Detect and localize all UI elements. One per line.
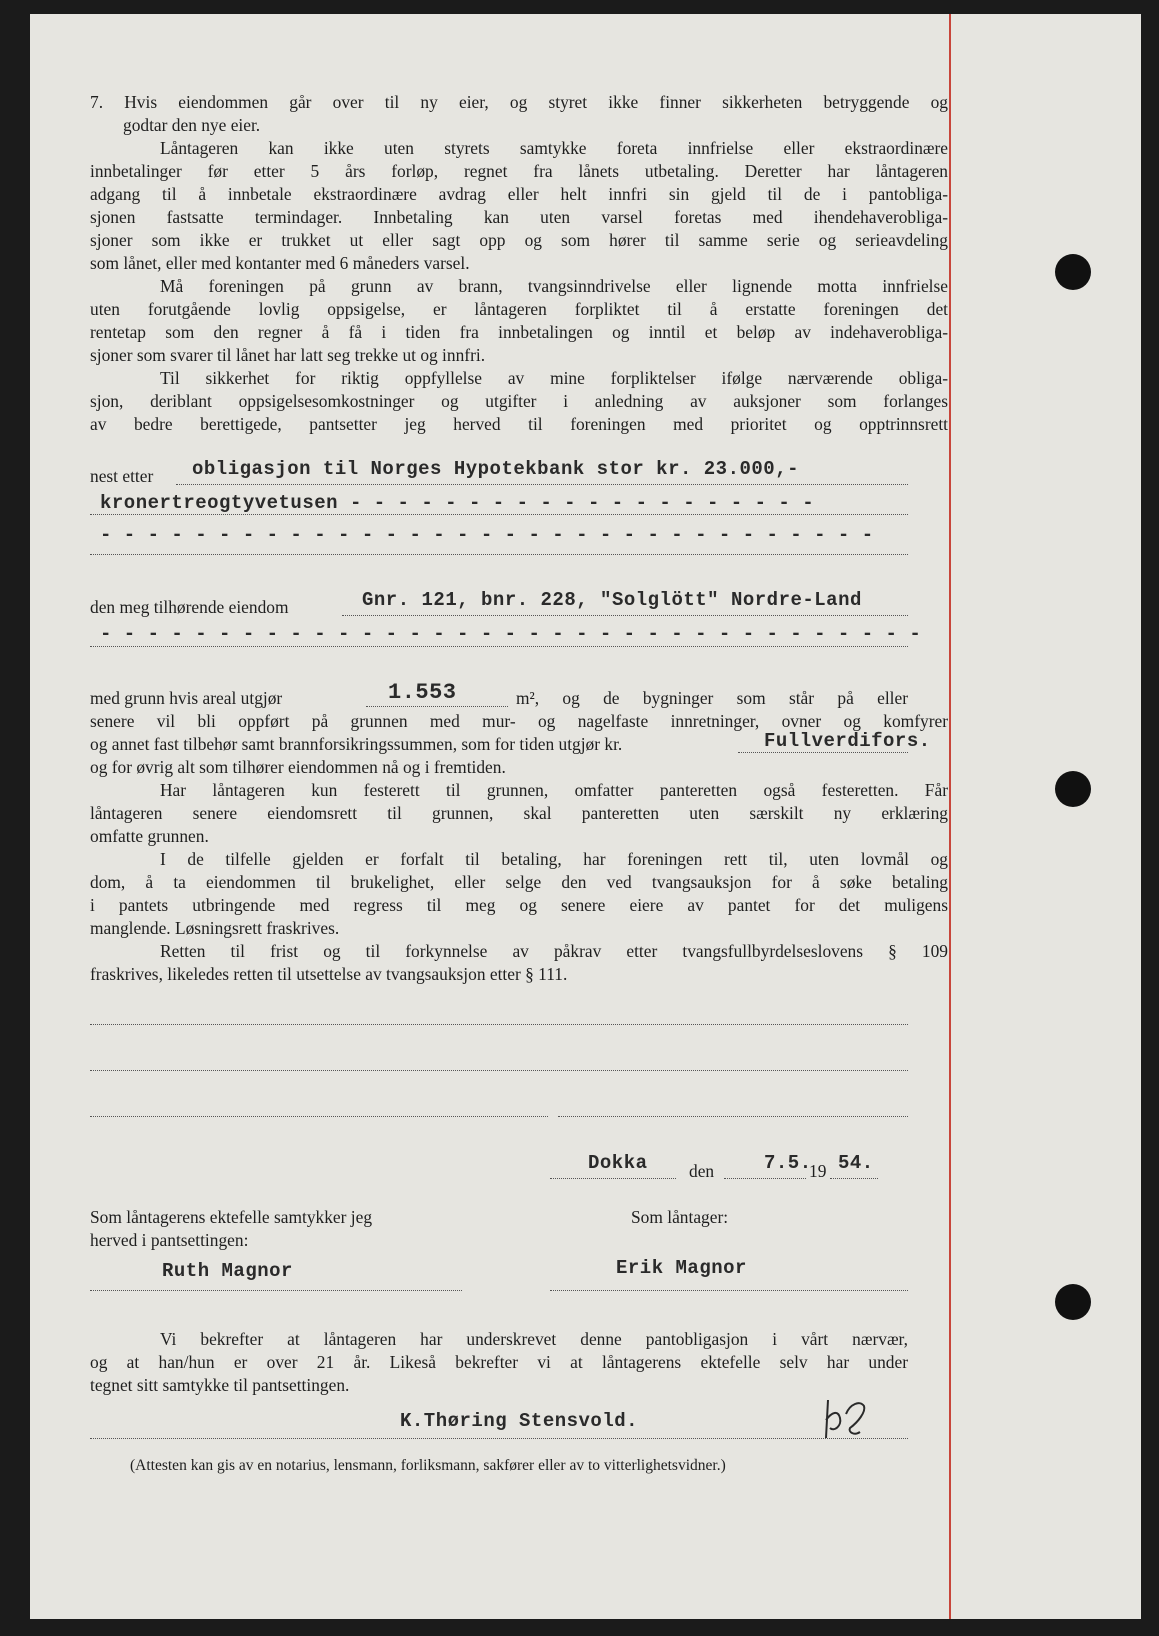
body-line: sjon, deriblant oppsigelsesomkostninger og utgifter i anledning av auksjoner som forlanges [90,391,948,411]
body-line: av bedre berettigede, pantsetter jeg herved til foreningen med prioritet og opptrinnsrett [90,414,948,434]
body-line: uten forutgående lovlig oppsigelse, er låntageren forpliktet til å erstatte foreningen det [90,299,948,319]
margin-rule [949,14,951,1619]
area-label-after: m², og de bygninger som står på eller [516,688,908,708]
priority-label: nest etter [90,466,154,486]
date-place: Dokka [588,1152,648,1174]
area-value: 1.553 [388,680,457,705]
body-line: Må foreningen på grunn av brann, tvangsinndrivelse eller lignende motta innfrielse [160,276,948,296]
body-line: omfatte grunnen. [90,826,209,846]
body-line: manglende. Løsningsrett fraskrives. [90,918,340,938]
priority-value: obligasjon til Norges Hypotekbank stor kr. 23.000,- [192,458,799,480]
body-line: senere vil bli oppført på grunnen med mur- og nagelfaste innretninger, ovner og komfyrer [90,711,948,731]
witness-text: og at han/hun er over 21 år. Likeså bekrefter vi at låntagerens ektefelle selv har under [90,1352,908,1372]
signature-line [550,1290,908,1291]
footnote: (Attesten kan gis av en notarius, lensmann, forliksmann, sakfører eller av to vitterlighetsvidner.) [130,1457,726,1474]
spouse-signature: Ruth Magnor [162,1260,293,1282]
fill-line [738,752,908,753]
date-year-prefix: 19 [809,1161,827,1181]
handwritten-initials [820,1394,870,1444]
spouse-consent-text: Som låntagerens ektefelle samtykker jeg [90,1207,373,1227]
body-line: rentetap som den regner å få i tiden fra innbetalingen og inntil et beløp av indehaverobliga- [90,322,948,342]
document-page [30,14,1141,1619]
priority-dash-line: - - - - - - - - - - - - - - - - - - - - - - - - - - - - - - - - - [100,524,874,546]
fill-line [90,514,908,515]
witness-text: tegnet sitt samtykke til pantsettingen. [90,1375,350,1395]
punch-hole [1055,1284,1091,1320]
property-value: Gnr. 121, bnr. 228, "Solglött" Nordre-Land [362,589,862,611]
blank-line [558,1116,908,1117]
insurance-value: Fullverdifors. [764,730,931,752]
body-line: i pantets utbringende med regress til meg og senere eiere av pantet for det muligens [90,895,948,915]
borrower-signature: Erik Magnor [616,1257,747,1279]
fill-line [90,554,908,555]
blank-line [90,1116,548,1117]
property-dash-line: - - - - - - - - - - - - - - - - - - - - - - - - - - - - - - - - - - - [100,623,922,645]
fill-line [830,1178,878,1179]
body-line: 7. Hvis eiendommen går over til ny eier, og styret ikke finner sikkerheten betryggende og [90,92,948,112]
witness-text: Vi bekrefter at låntageren har underskrevet denne pantobligasjon i vårt nærvær, [160,1329,908,1349]
body-line: Har låntageren kun festerett til grunnen, omfatter panteretten også festeretten. Får [160,780,948,800]
body-line: godtar den nye eier. [123,115,261,135]
date-value: 7.5. [764,1152,812,1174]
body-line: sjoner som ikke er trukket ut eller sagt opp og som hører til samme serie og serieavdeling [90,230,948,250]
body-line: fraskrives, likeledes retten til utsettelse av tvangsauksjon etter § 111. [90,964,568,984]
punch-hole [1055,254,1091,290]
blank-line [90,1070,908,1071]
body-line: Retten til frist og til forkynnelse av påkrav etter tvangsfullbyrdelseslovens § 109 [160,941,948,961]
priority-value-words: kronertreogtyvetusen - - - - - - - - - - - - - - - - - - - - [100,492,815,514]
body-line: dom, å ta eiendommen til brukelighet, eller selge den ved tvangsauksjon for å søke betaling [90,872,948,892]
signature-line [90,1438,908,1439]
signature-line [90,1290,462,1291]
body-line: låntageren senere eiendomsrett til grunnen, skal panteretten uten særskilt ny erklæring [90,803,948,823]
property-label: den meg tilhørende eiendom [90,597,289,617]
date-year: 54. [838,1152,874,1174]
witness-signature: K.Thøring Stensvold. [400,1410,639,1432]
body-line: innbetalinger før etter 5 års forløp, regnet fra lånets utbetaling. Deretter har låntageren [90,161,948,181]
body-line: sjoner som svarer til lånet har latt seg trekke ut og innfri. [90,345,486,365]
fill-line [550,1178,676,1179]
body-line: som lånet, eller med kontanter med 6 måneders varsel. [90,253,470,273]
body-line: og for øvrig alt som tilhører eiendommen nå og i fremtiden. [90,757,506,777]
body-line: adgang til å innbetale ekstraordinære avdrag eller helt innfri sin gjeld til de i pantobliga- [90,184,948,204]
borrower-label: Som låntager: [631,1207,729,1227]
fill-line [90,646,908,647]
body-line: I de tilfelle gjelden er forfalt til betaling, har foreningen rett til, uten lovmål og [160,849,948,869]
fill-line [724,1178,806,1179]
fill-line [176,484,908,485]
area-label: med grunn hvis areal utgjør [90,688,283,708]
fill-line [366,706,508,707]
body-line: Låntageren kan ikke uten styrets samtykke foreta innfrielse eller ekstraordinære [160,138,948,158]
blank-line [90,1024,908,1025]
spouse-consent-text: herved i pantsettingen: [90,1230,249,1250]
body-line: sjonen fastsatte termindager. Innbetaling kan uten varsel foretas med ihendehaverobliga- [90,207,948,227]
body-line: og annet fast tilbehør samt brannforsikringssummen, som for tiden utgjør kr. [90,734,623,754]
fill-line [342,615,908,616]
date-den-label: den [689,1161,715,1181]
body-line: Til sikkerhet for riktig oppfyllelse av mine forpliktelser ifølge nærværende obliga- [160,368,948,388]
punch-hole [1055,771,1091,807]
